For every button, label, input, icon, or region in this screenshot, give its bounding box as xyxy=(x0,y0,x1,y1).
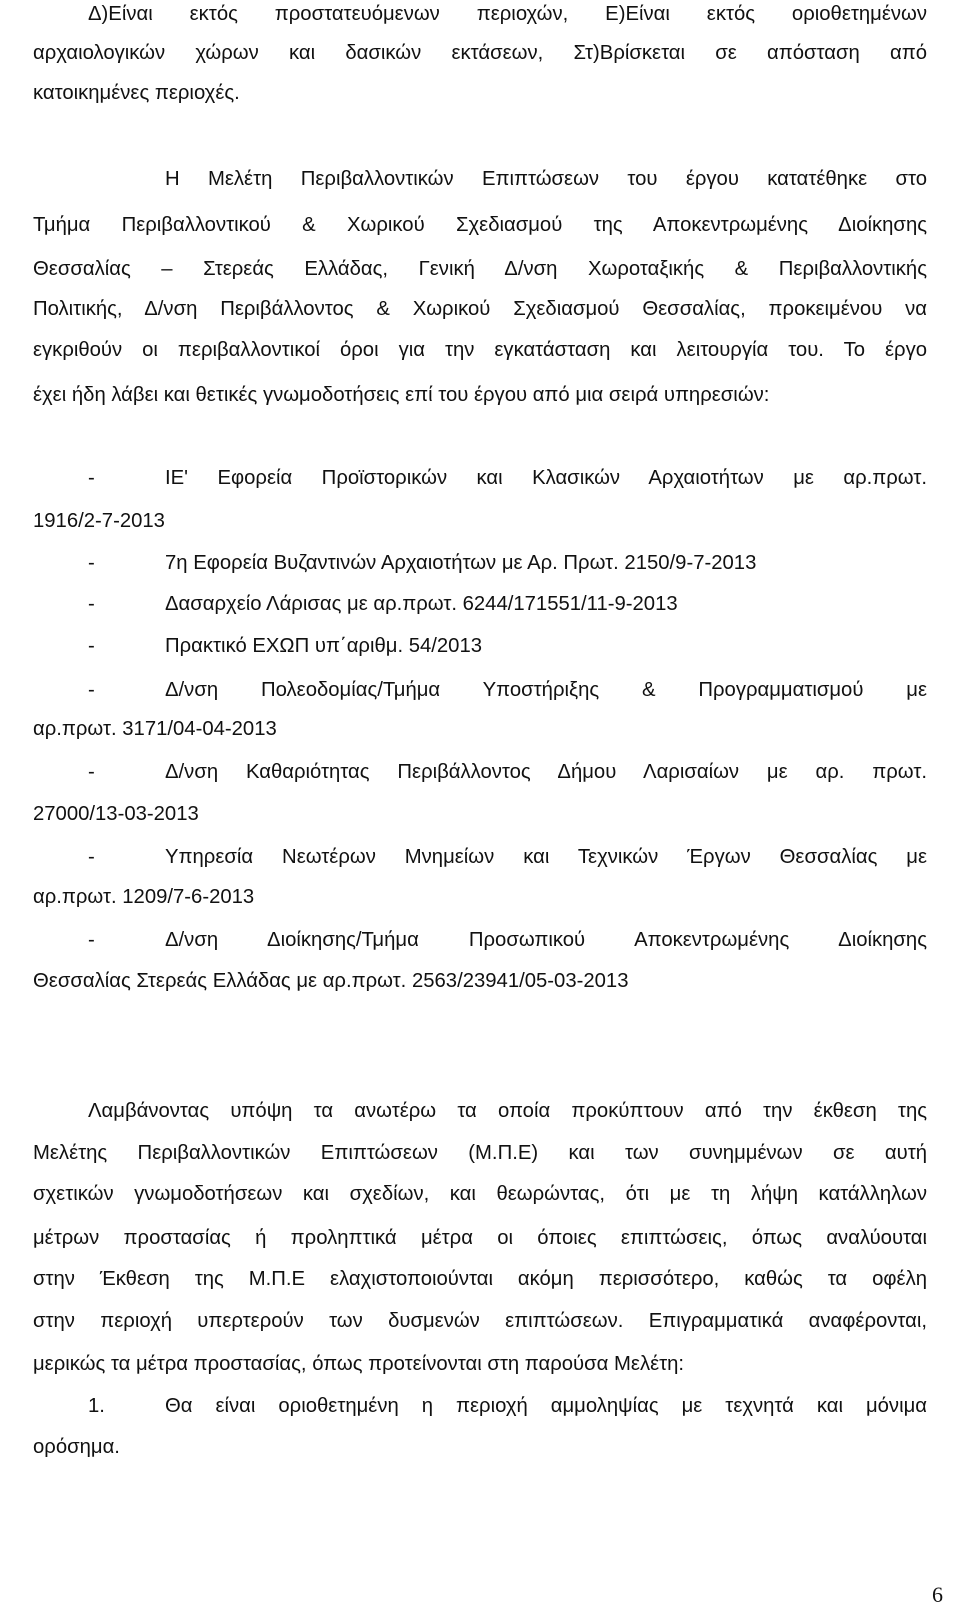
list-item: - Δ/νση Διοίκησης/Τμήμα Προσωπικού Αποκεντρωμένης Διοίκησης xyxy=(88,929,927,951)
list-item: - Δασαρχείο Λάρισας με αρ.πρωτ. 6244/171551/11-9-2013 xyxy=(88,593,678,615)
list-item: - Υπηρεσία Νεωτέρων Μνημείων και Τεχνικών Έργων Θεσσαλίας με xyxy=(88,846,927,868)
text-line: στην περιοχή υπερτερούν των δυσμενών επιπτώσεων. Επιγραμματικά αναφέρονται, xyxy=(33,1310,927,1332)
text-line: Πολιτικής, Δ/νση Περιβάλλοντος & Χωρικού Σχεδιασμού Θεσσαλίας, προκειμένου να xyxy=(33,298,927,320)
list-item: - ΙΕ' Εφορεία Προϊστορικών και Κλασικών Αρχαιοτήτων με αρ.πρωτ. xyxy=(88,467,927,489)
list-item: - Πρακτικό ΕΧΩΠ υπ΄αριθμ. 54/2013 xyxy=(88,635,483,657)
list-item-continuation: αρ.πρωτ. 3171/04-04-2013 xyxy=(33,718,277,740)
list-item: - Δ/νση Πολεοδομίας/Τμήμα Υποστήριξης & Προγραμματισμού με xyxy=(88,679,927,701)
text-line: Η Μελέτη Περιβαλλοντικών Επιπτώσεων του έργου κατατέθηκε στο xyxy=(165,168,927,190)
text-line: Λαμβάνοντας υπόψη τα ανωτέρω τα οποία προκύπτουν από την έκθεση της xyxy=(88,1100,927,1122)
list-item-continuation: 27000/13-03-2013 xyxy=(33,803,199,825)
numbered-list-item: 1. Θα είναι οριοθετημένη η περιοχή αμμοληψίας με τεχνητά και μόνιμα xyxy=(0,1392,960,1420)
text-line: κατοικημένες περιοχές. xyxy=(33,82,240,104)
text-line: Μελέτης Περιβαλλοντικών Επιπτώσεων (Μ.Π.Ε) και των συνημμένων σε αυτή xyxy=(33,1142,927,1164)
list-number: 1. xyxy=(88,1395,105,1417)
text-line: έχει ήδη λάβει και θετικές γνωμοδοτήσεις επί του έργου από μια σειρά υπηρεσιών: xyxy=(33,384,770,406)
list-item: - 7η Εφορεία Βυζαντινών Αρχαιοτήτων με Αρ. Πρωτ. 2150/9-7-2013 xyxy=(88,552,757,574)
text-line: Θεσσαλίας – Στερεάς Ελλάδας, Γενική Δ/νση Χωροταξικής & Περιβαλλοντικής xyxy=(33,258,927,280)
text-line: Τμήμα Περιβαλλοντικού & Χωρικού Σχεδιασμού της Αποκεντρωμένης Διοίκησης xyxy=(33,214,927,236)
text-line: στην Έκθεση της Μ.Π.Ε ελαχιστοποιούνται ακόμη περισσότερο, καθώς τα οφέλη xyxy=(33,1268,927,1290)
list-item-continuation: ορόσημα. xyxy=(33,1436,120,1458)
page-number: 6 xyxy=(932,1582,943,1607)
list-item-continuation: 1916/2-7-2013 xyxy=(33,510,165,532)
text-line: σχετικών γνωμοδοτήσεων και σχεδίων, και θεωρώντας, ότι με τη λήψη κατάλληλων xyxy=(33,1183,927,1205)
text-line: μέτρων προστασίας ή προληπτικά μέτρα οι όποιες επιπτώσεις, όπως αναλύουται xyxy=(33,1227,927,1249)
text-line: μερικώς τα μέτρα προστασίας, όπως προτείνονται στη παρούσα Μελέτη: xyxy=(33,1353,685,1375)
text-line: εγκριθούν οι περιβαλλοντικοί όροι για την εγκατάσταση και λειτουργία του. Το έργο xyxy=(33,339,927,361)
text-line: Δ)Είναι εκτός προστατευόμενων περιοχών, Ε)Είναι εκτός οριοθετημένων xyxy=(88,3,927,25)
list-item-continuation: αρ.πρωτ. 1209/7-6-2013 xyxy=(33,886,255,908)
list-item: - Δ/νση Καθαριότητας Περιβάλλοντος Δήμου Λαρισαίων με αρ. πρωτ. xyxy=(88,761,927,783)
list-item-continuation: Θεσσαλίας Στερεάς Ελλάδας με αρ.πρωτ. 2563/23941/05-03-2013 xyxy=(33,970,629,992)
text-line: αρχαιολογικών χώρων και δασικών εκτάσεων, Στ)Βρίσκεται σε απόσταση από xyxy=(33,42,927,64)
